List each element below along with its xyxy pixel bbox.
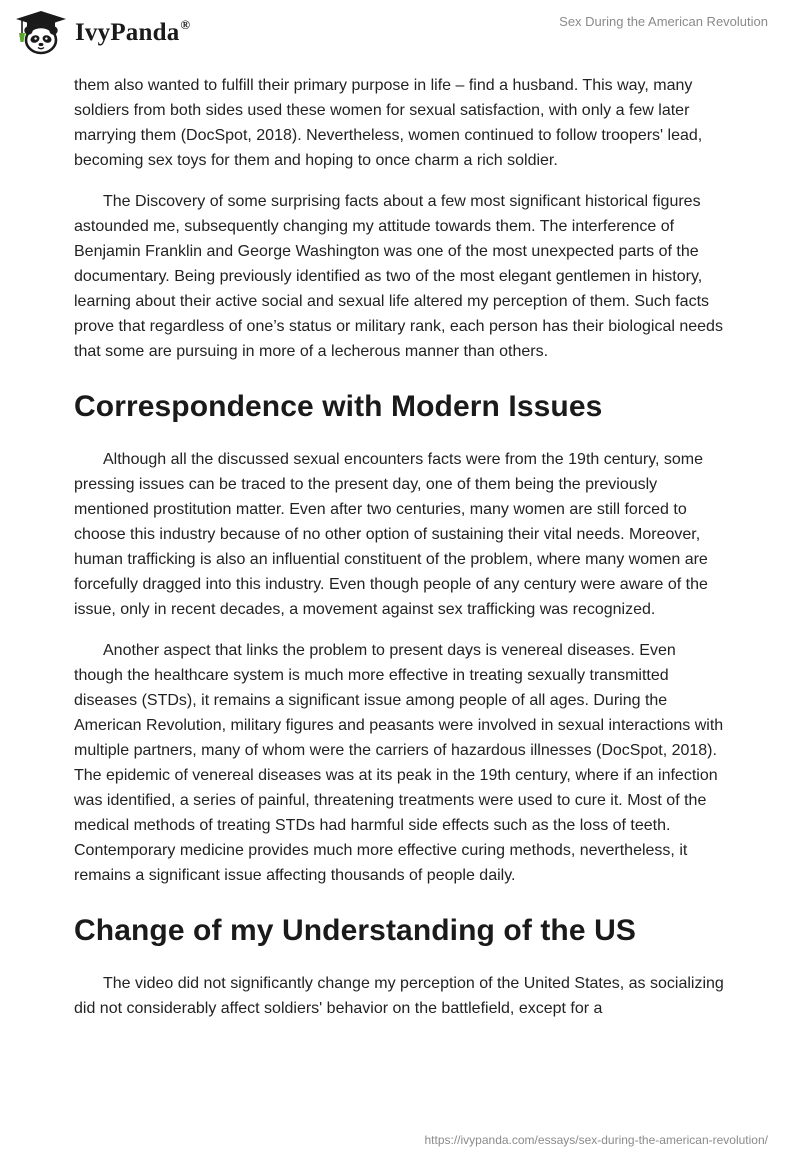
section-heading-understanding-us: Change of my Understanding of the US xyxy=(74,914,636,947)
source-url-link[interactable]: https://ivypanda.com/essays/sex-during-the-american-revolution/ xyxy=(424,1133,768,1147)
paragraph: The video did not significantly change my perception of the United States, as socializing did not considerably affect soldiers' behavior on the battlefield, except for a xyxy=(74,975,724,1017)
logo-text: IvyPanda xyxy=(75,19,180,46)
paragraph: Although all the discussed sexual encounters facts were from the 19th century, some pressing issues can be traced to the present day, one of them being the previously mentioned prostitution matter. Even after two centuries, many women are still forced to choose this industry because of no other option of sustaining their vital needs. Moreover, human trafficking is also an influential constituent of the problem, where many women are forcefully dragged into this industry. Even though people of any century were aware of the issue, only in recent decades, a movement against sex trafficking was recognized. xyxy=(74,451,708,618)
essay-body xyxy=(74,73,726,1037)
panda-graduate-icon xyxy=(13,9,69,55)
paragraph: Another aspect that links the problem to present days is venereal diseases. Even though the healthcare system is much more effective in treating sexually transmitted diseases (STDs), it remains a significant issue among people of all ages. During the American Revolution, military figures and peasants were involved in sexual interactions with multiple partners, many of whom were the carriers of hazardous illnesses (DocSpot, 2018). The epidemic of venereal diseases was at its peak in the 19th century, where if an infection was identified, a series of painful, threatening treatments were used to cure it. Most of the medical methods of treating STDs had harmful side effects such as the loss of teeth. Contemporary medicine provides much more effective curing methods, nevertheless, it remains a significant issue affecting thousands of people daily. xyxy=(74,642,724,884)
page-header xyxy=(0,0,800,70)
ivypanda-logo[interactable] xyxy=(13,9,190,55)
registered-mark: ® xyxy=(180,17,191,32)
section-heading-modern-issues: Correspondence with Modern Issues xyxy=(74,390,603,423)
paragraph: them also wanted to fulfill their primary purpose in life – find a husband. This way, many soldiers from both sides used these women for sexual satisfaction, with only a few later marrying them (DocSpot, 2018). Nevertheless, women continued to follow troopers' lead, becoming sex toys for them and hoping to once charm a rich soldier. xyxy=(74,77,703,169)
document-title: Sex During the American Revolution xyxy=(559,14,768,29)
logo-wordmark xyxy=(75,19,190,47)
paragraph: The Discovery of some surprising facts about a few most significant historical figures astounded me, subsequently changing my attitude towards them. The interference of Benjamin Franklin and George Washington was one of the most unexpected parts of the documentary. Being previously identified as two of the most elegant gentlemen in history, learning about their active social and sexual life altered my perception of them. Such facts prove that regardless of one’s status or military rank, each person has their biological needs that some are pursuing in more of a lecherous manner than others. xyxy=(74,193,723,360)
